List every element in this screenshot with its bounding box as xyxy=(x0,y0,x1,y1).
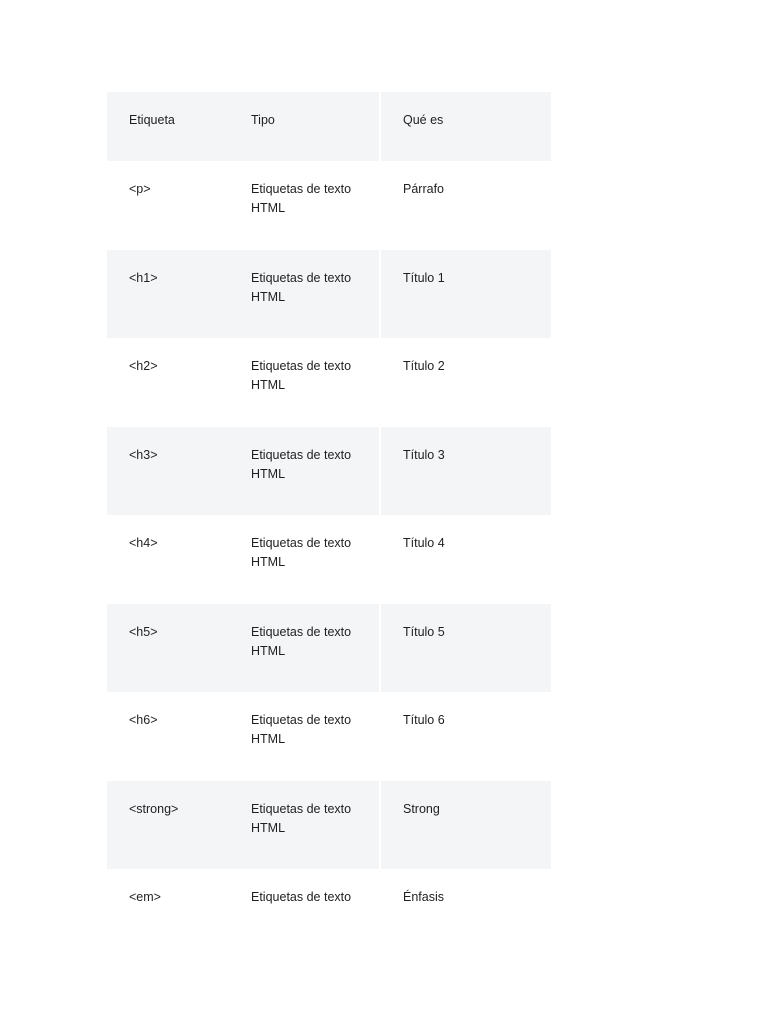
type-cell: Etiquetas de texto HTML xyxy=(251,536,352,569)
table-row xyxy=(107,869,551,929)
table-row xyxy=(107,515,551,604)
tag-cell: <h4> xyxy=(129,536,158,550)
table-row xyxy=(107,427,551,516)
html-tags-table xyxy=(107,92,551,929)
tag-cell: <h5> xyxy=(107,604,229,693)
table-row xyxy=(107,161,551,250)
table-row xyxy=(107,692,551,781)
description-cell: Título 2 xyxy=(379,338,551,427)
type-cell: Etiquetas de texto xyxy=(251,890,352,904)
header-tipo: Tipo xyxy=(229,92,379,161)
table-row xyxy=(107,250,551,339)
description-cell: Título 4 xyxy=(379,515,551,604)
type-cell: Etiquetas de texto HTML xyxy=(251,182,352,215)
description-cell: Párrafo xyxy=(379,161,551,250)
tag-cell: <strong> xyxy=(107,781,229,870)
tag-cell: <h6> xyxy=(129,713,158,727)
description-cell: Título 5 xyxy=(379,604,551,693)
table-header-row xyxy=(107,92,551,161)
tag-cell: <h3> xyxy=(107,427,229,516)
tag-cell: <h2> xyxy=(129,359,158,373)
type-cell: Etiquetas de texto HTML xyxy=(251,713,352,746)
type-cell: Etiquetas de texto HTML xyxy=(229,427,379,516)
description-cell: Título 1 xyxy=(379,250,551,339)
type-cell: Etiquetas de texto HTML xyxy=(251,359,352,392)
description-cell: Título 6 xyxy=(379,692,551,781)
type-cell: Etiquetas de texto HTML xyxy=(229,250,379,339)
description-cell: Strong xyxy=(379,781,551,870)
table-row xyxy=(107,338,551,427)
tag-cell: <p> xyxy=(129,182,151,196)
type-cell: Etiquetas de texto HTML xyxy=(229,781,379,870)
table-row xyxy=(107,604,551,693)
description-cell: Énfasis xyxy=(379,869,551,929)
header-que-es: Qué es xyxy=(379,92,551,161)
table-row xyxy=(107,781,551,870)
tag-cell: <h1> xyxy=(107,250,229,339)
tag-cell: <em> xyxy=(129,890,161,904)
header-etiqueta: Etiqueta xyxy=(107,92,229,161)
type-cell: Etiquetas de texto HTML xyxy=(229,604,379,693)
description-cell: Título 3 xyxy=(379,427,551,516)
